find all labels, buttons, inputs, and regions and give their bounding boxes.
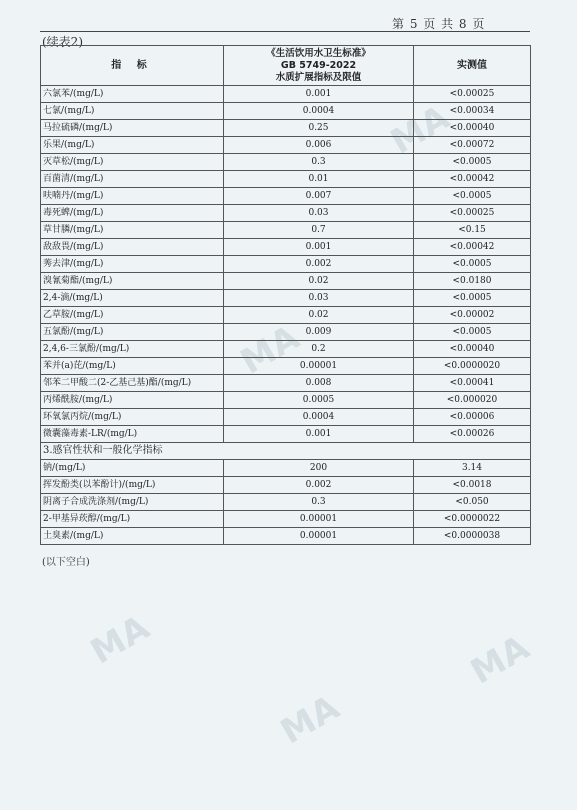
page-number: 第 5 页 共 8 页 [392,17,486,31]
standard-limit: 0.3 [224,154,414,171]
table-row [41,222,531,239]
measured-value: <0.15 [414,222,531,239]
measured-value: <0.0180 [414,273,531,290]
measured-value: <0.000020 [414,392,531,409]
table-row [41,171,531,188]
measured-value: <0.050 [414,494,531,511]
table-header-row [41,46,531,86]
watermark-stamp: MA [464,627,537,693]
standard-limit: 0.7 [224,222,414,239]
measured-value: <0.00072 [414,137,531,154]
standard-limit: 0.008 [224,375,414,392]
watermark-stamp: MA [274,687,347,753]
standard-limit: 0.00001 [224,528,414,545]
table-row [41,273,531,290]
indicator-name: 敌敌畏/(mg/L) [41,239,224,256]
header-standard-code: GB 5749-2022 [280,59,357,71]
standard-limit: 0.0005 [224,392,414,409]
standard-limit: 0.006 [224,137,414,154]
table-row [41,188,531,205]
indicator-name: 阴离子合成洗涤剂/(mg/L) [41,494,224,511]
indicator-name: 土臭素/(mg/L) [41,528,224,545]
standard-limit: 0.0004 [224,409,414,426]
section-row [41,443,531,460]
measured-value: <0.00040 [414,120,531,137]
table-row [41,290,531,307]
measured-value: <0.0000038 [414,528,531,545]
standard-limit: 0.002 [224,477,414,494]
standard-limit: 0.002 [224,256,414,273]
table-row [41,409,531,426]
table-row [41,511,531,528]
indicator-name: 钠/(mg/L) [41,460,224,477]
measured-value: <0.00041 [414,375,531,392]
indicator-name: 2,4-滴/(mg/L) [41,290,224,307]
measured-value: <0.00034 [414,103,531,120]
indicator-name: 灭草松/(mg/L) [41,154,224,171]
section-title: 3.感官性状和一般化学指标 [41,443,531,460]
standard-limit: 0.00001 [224,511,414,528]
measured-value: <0.00042 [414,239,531,256]
header-standard [224,46,414,86]
watermark-stamp: MA [84,607,157,673]
indicator-name: 草甘膦/(mg/L) [41,222,224,239]
header-item: 指 标 [41,46,224,86]
watermark-stamp: MA [384,97,457,163]
table-row [41,477,531,494]
indicator-name: 乐果/(mg/L) [41,137,224,154]
table-row [41,256,531,273]
indicator-name: 毒死蜱/(mg/L) [41,205,224,222]
indicator-name: 莠去津/(mg/L) [41,256,224,273]
results-table [40,45,531,545]
standard-limit: 0.007 [224,188,414,205]
measured-value: <0.00026 [414,426,531,443]
measured-value: 3.14 [414,460,531,477]
measured-value: <0.0005 [414,154,531,171]
table-row [41,460,531,477]
blank-note: (以下空白) [42,557,90,568]
indicator-name: 百菌清/(mg/L) [41,171,224,188]
indicator-name: 溴氰菊酯/(mg/L) [41,273,224,290]
table-row [41,494,531,511]
continued-label: (续表2) [42,35,83,49]
table-row [41,324,531,341]
indicator-name: 呋喃丹/(mg/L) [41,188,224,205]
table-row [41,239,531,256]
table-row [41,341,531,358]
standard-limit: 0.001 [224,239,414,256]
measured-value: <0.0000022 [414,511,531,528]
indicator-name: 乙草胺/(mg/L) [41,307,224,324]
table-row [41,120,531,137]
indicator-name: 2-甲基异莰醇/(mg/L) [41,511,224,528]
table-row [41,307,531,324]
standard-limit: 0.2 [224,341,414,358]
table-row [41,86,531,103]
table-row [41,154,531,171]
measured-value: <0.00006 [414,409,531,426]
indicator-name: 丙烯酰胺/(mg/L) [41,392,224,409]
standard-limit: 0.03 [224,205,414,222]
standard-limit: 0.00001 [224,358,414,375]
indicator-name: 邻苯二甲酸二(2-乙基己基)酯/(mg/L) [41,375,224,392]
table-row [41,358,531,375]
table-row [41,137,531,154]
standard-limit: 0.0004 [224,103,414,120]
header-standard-desc: 水质扩展指标及限值 [275,71,362,83]
measured-value: <0.00040 [414,341,531,358]
indicator-name: 马拉硫磷/(mg/L) [41,120,224,137]
measured-value: <0.00002 [414,307,531,324]
standard-limit: 200 [224,460,414,477]
standard-limit: 0.03 [224,290,414,307]
standard-limit: 0.25 [224,120,414,137]
indicator-name: 2,4,6-三氯酚/(mg/L) [41,341,224,358]
standard-limit: 0.001 [224,426,414,443]
table-row [41,392,531,409]
standard-limit: 0.001 [224,86,414,103]
standard-limit: 0.3 [224,494,414,511]
table-row [41,375,531,392]
table-row [41,426,531,443]
measured-value: <0.00025 [414,205,531,222]
indicator-name: 环氧氯丙烷/(mg/L) [41,409,224,426]
standard-limit: 0.02 [224,273,414,290]
standard-limit: 0.02 [224,307,414,324]
indicator-name: 五氯酚/(mg/L) [41,324,224,341]
indicator-name: 六氯苯/(mg/L) [41,86,224,103]
measured-value: <0.0000020 [414,358,531,375]
standard-limit: 0.009 [224,324,414,341]
header-standard-name: 《生活饮用水卫生标准》 [266,47,371,59]
measured-value: <0.0005 [414,256,531,273]
measured-value: <0.0005 [414,290,531,307]
standard-limit: 0.01 [224,171,414,188]
measured-value: <0.00042 [414,171,531,188]
measured-value: <0.0018 [414,477,531,494]
indicator-name: 微囊藻毒素-LR/(mg/L) [41,426,224,443]
watermark-stamp: MA [234,317,307,383]
table-row [41,528,531,545]
measured-value: <0.0005 [414,188,531,205]
header-measured: 实测值 [414,46,531,86]
table-row [41,205,531,222]
indicator-name: 苯并(a)芘/(mg/L) [41,358,224,375]
measured-value: <0.0005 [414,324,531,341]
table-row [41,103,531,120]
indicator-name: 挥发酚类(以苯酚计)/(mg/L) [41,477,224,494]
header-divider [40,31,530,32]
measured-value: <0.00025 [414,86,531,103]
indicator-name: 七氯/(mg/L) [41,103,224,120]
